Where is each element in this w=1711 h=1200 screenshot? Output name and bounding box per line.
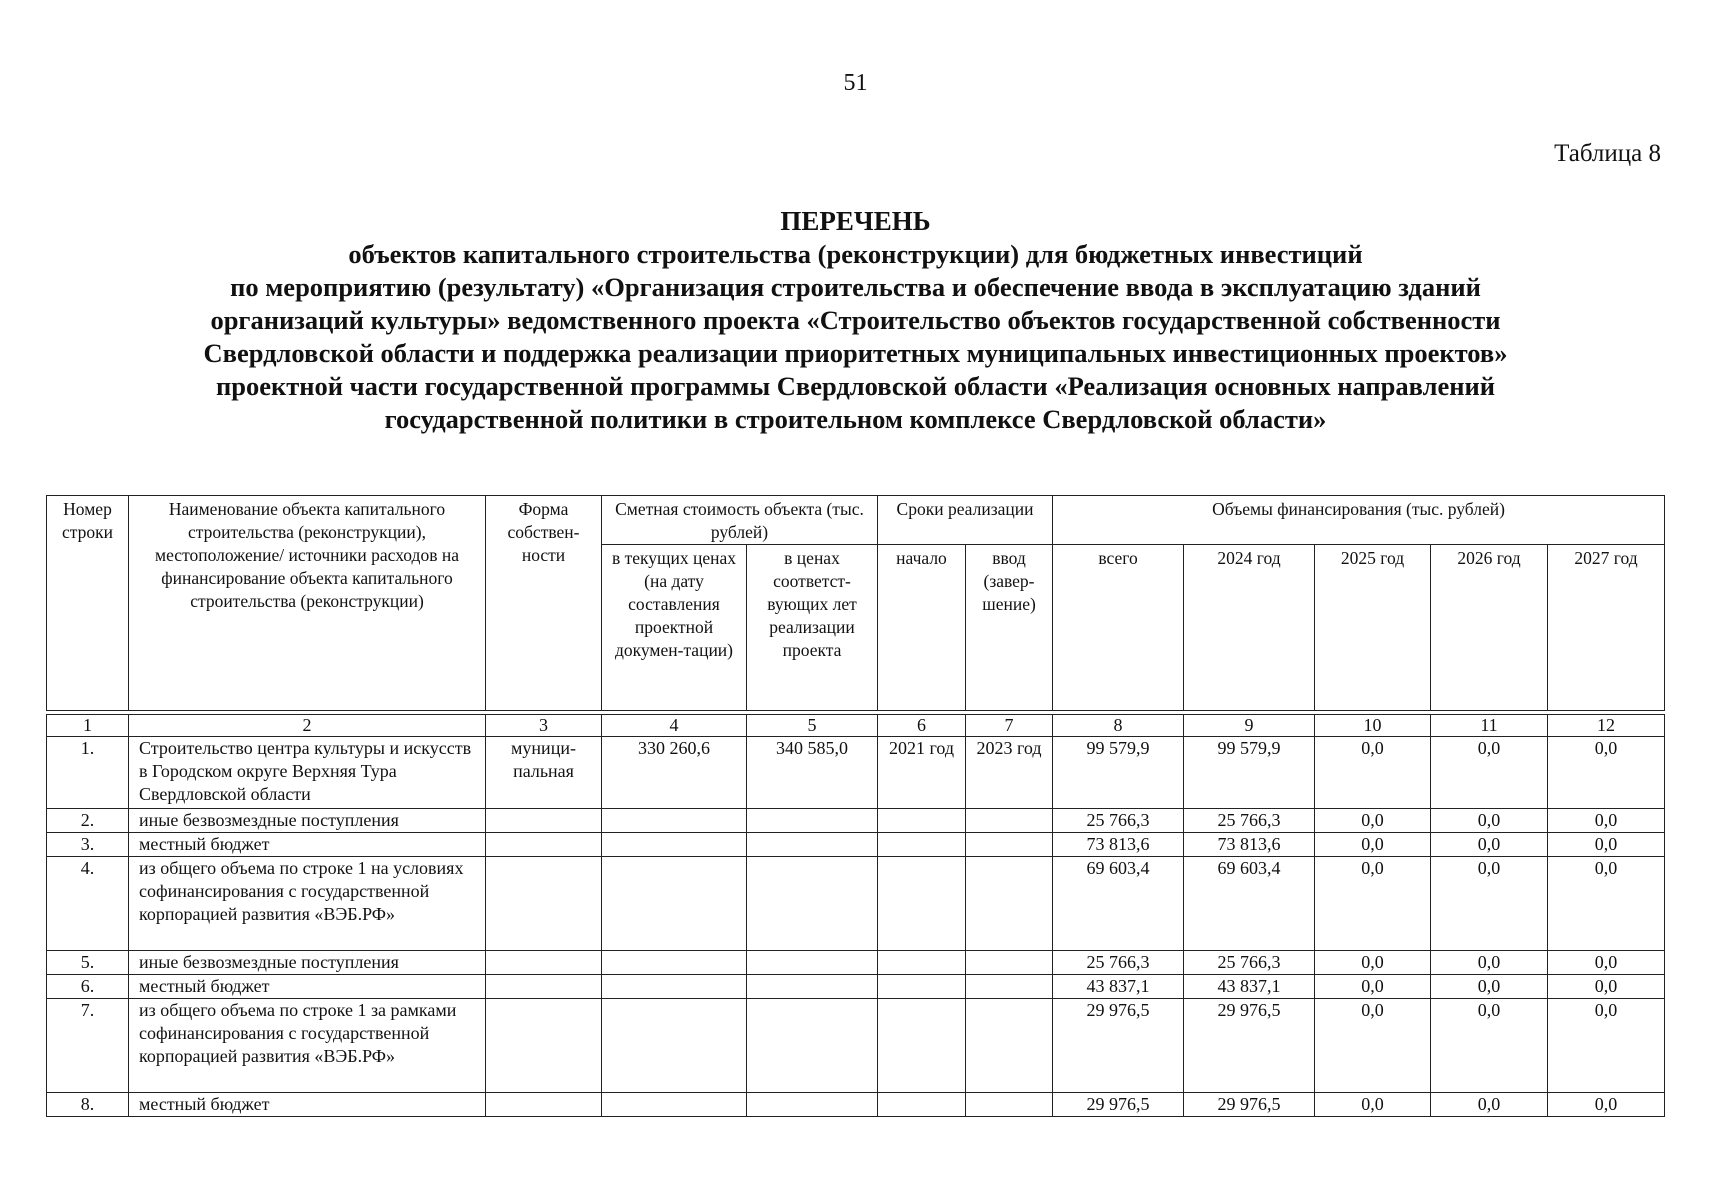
row-number: 7. (47, 999, 129, 1093)
header-row-number: Номер строки (47, 496, 129, 711)
table-row (47, 737, 1665, 809)
row-2026: 0,0 (1431, 1093, 1548, 1117)
row-name: иные безвозмездные поступления (129, 951, 486, 975)
row-ownership (486, 809, 602, 833)
column-number: 8 (1053, 715, 1184, 737)
column-number: 10 (1315, 715, 1431, 737)
column-number: 7 (966, 715, 1053, 737)
data-table (46, 714, 1665, 1117)
row-2027: 0,0 (1548, 809, 1665, 833)
table-row (47, 833, 1665, 857)
row-start (878, 975, 966, 999)
row-2027: 0,0 (1548, 737, 1665, 809)
row-end: 2023 год (966, 737, 1053, 809)
row-number: 6. (47, 975, 129, 999)
row-number: 5. (47, 951, 129, 975)
header-term-end: ввод (завер-шение) (966, 545, 1053, 711)
column-number: 5 (747, 715, 878, 737)
row-end (966, 809, 1053, 833)
row-cost-current (602, 999, 747, 1093)
title-line: по мероприятию (результату) «Организация строительства и обеспечение ввода в эксплуатацию зданий (230, 272, 1481, 302)
row-2027: 0,0 (1548, 833, 1665, 857)
header-ownership: Форма собствен-ности (486, 496, 602, 711)
row-2026: 0,0 (1431, 833, 1548, 857)
header-cost-current: в текущих ценах (на дату составления проектной докумен-тации) (602, 545, 747, 711)
title-line: государственной политики в строительном комплексе Свердловской области» (384, 404, 1327, 434)
column-number: 4 (602, 715, 747, 737)
row-end (966, 975, 1053, 999)
row-start (878, 809, 966, 833)
title-line: проектной части государственной программы Свердловской области «Реализация основных направлений (215, 371, 1496, 401)
row-2025: 0,0 (1315, 999, 1431, 1093)
column-number: 9 (1184, 715, 1315, 737)
row-ownership (486, 975, 602, 999)
header-cost-projected: в ценах соответст-вующих лет реализации проекта (747, 545, 878, 711)
row-2026: 0,0 (1431, 737, 1548, 809)
header-2025: 2025 год (1315, 545, 1431, 711)
row-end (966, 833, 1053, 857)
title-line: организаций культуры» ведомственного проекта «Строительство объектов государственной собственности (210, 305, 1501, 335)
row-2025: 0,0 (1315, 833, 1431, 857)
table-row (47, 809, 1665, 833)
column-number: 11 (1431, 715, 1548, 737)
row-number: 2. (47, 809, 129, 833)
row-cost-projected (747, 833, 878, 857)
title-line: объектов капитального строительства (реконструкции) для бюджетных инвестиций (348, 239, 1363, 269)
column-number: 2 (129, 715, 486, 737)
row-cost-current (602, 857, 747, 951)
row-2026: 0,0 (1431, 857, 1548, 951)
header-estimated-cost: Сметная стоимость объекта (тыс. рублей) (602, 496, 878, 545)
row-ownership (486, 999, 602, 1093)
row-total: 25 766,3 (1053, 809, 1184, 833)
row-2024: 29 976,5 (1184, 999, 1315, 1093)
header-2024: 2024 год (1184, 545, 1315, 711)
page-number: 51 (843, 70, 868, 96)
header-2027: 2027 год (1548, 545, 1665, 711)
row-end (966, 951, 1053, 975)
row-start (878, 1093, 966, 1117)
header-term-start: начало (878, 545, 966, 711)
row-cost-current (602, 951, 747, 975)
row-total: 69 603,4 (1053, 857, 1184, 951)
row-total: 29 976,5 (1053, 1093, 1184, 1117)
header-terms: Сроки реализации (878, 496, 1053, 545)
table-row (47, 857, 1665, 951)
row-start (878, 951, 966, 975)
row-2025: 0,0 (1315, 809, 1431, 833)
column-number: 1 (47, 715, 129, 737)
row-ownership (486, 1093, 602, 1117)
row-start (878, 999, 966, 1093)
table-row (47, 975, 1665, 999)
table-row (47, 999, 1665, 1093)
row-2026: 0,0 (1431, 809, 1548, 833)
row-2024: 25 766,3 (1184, 809, 1315, 833)
row-2025: 0,0 (1315, 737, 1431, 809)
row-2024: 69 603,4 (1184, 857, 1315, 951)
row-end (966, 857, 1053, 951)
row-cost-current (602, 833, 747, 857)
column-number: 3 (486, 715, 602, 737)
row-name: иные безвозмездные поступления (129, 809, 486, 833)
row-number: 3. (47, 833, 129, 857)
row-name: местный бюджет (129, 975, 486, 999)
row-name: местный бюджет (129, 833, 486, 857)
row-2024: 29 976,5 (1184, 1093, 1315, 1117)
row-2025: 0,0 (1315, 1093, 1431, 1117)
header-object-name: Наименование объекта капитального строительства (реконструкции), местоположение/ источники расходов на финансирование объекта капитального строительства (реконструкции) (129, 496, 486, 711)
row-2024: 99 579,9 (1184, 737, 1315, 809)
row-ownership: муници-пальная (486, 737, 602, 809)
table-row (47, 1093, 1665, 1117)
row-total: 73 813,6 (1053, 833, 1184, 857)
header-funding: Объемы финансирования (тыс. рублей) (1053, 496, 1665, 545)
row-cost-projected: 340 585,0 (747, 737, 878, 809)
row-cost-projected (747, 999, 878, 1093)
row-2027: 0,0 (1548, 999, 1665, 1093)
row-cost-projected (747, 975, 878, 999)
row-2027: 0,0 (1548, 951, 1665, 975)
row-cost-projected (747, 951, 878, 975)
row-cost-projected (747, 1093, 878, 1117)
row-2025: 0,0 (1315, 951, 1431, 975)
header-total: всего (1053, 545, 1184, 711)
row-total: 99 579,9 (1053, 737, 1184, 809)
row-number: 4. (47, 857, 129, 951)
row-number: 1. (47, 737, 129, 809)
table-header (46, 495, 1665, 711)
row-cost-projected (747, 809, 878, 833)
row-name: из общего объема по строке 1 на условиях софинансирования с государственной корпорацией развития «ВЭБ.РФ» (129, 857, 486, 951)
row-start: 2021 год (878, 737, 966, 809)
row-end (966, 1093, 1053, 1117)
row-total: 25 766,3 (1053, 951, 1184, 975)
row-name: Строительство центра культуры и искусств в Городском округе Верхняя Тура Свердловской области (129, 737, 486, 809)
header-2026: 2026 год (1431, 545, 1548, 711)
row-2027: 0,0 (1548, 1093, 1665, 1117)
row-2024: 25 766,3 (1184, 951, 1315, 975)
row-2026: 0,0 (1431, 999, 1548, 1093)
row-2024: 43 837,1 (1184, 975, 1315, 999)
row-cost-current (602, 975, 747, 999)
row-end (966, 999, 1053, 1093)
row-name: местный бюджет (129, 1093, 486, 1117)
row-start (878, 833, 966, 857)
row-2026: 0,0 (1431, 975, 1548, 999)
row-2025: 0,0 (1315, 975, 1431, 999)
row-total: 29 976,5 (1053, 999, 1184, 1093)
row-cost-projected (747, 857, 878, 951)
table-row (47, 951, 1665, 975)
title-line: Свердловской области и поддержка реализации приоритетных муниципальных инвестиционных проектов» (203, 338, 1508, 368)
table-label: Таблица 8 (1554, 140, 1661, 167)
document-title (60, 205, 1651, 436)
row-ownership (486, 857, 602, 951)
row-number: 8. (47, 1093, 129, 1117)
row-start (878, 857, 966, 951)
row-2024: 73 813,6 (1184, 833, 1315, 857)
row-2025: 0,0 (1315, 857, 1431, 951)
row-ownership (486, 833, 602, 857)
column-number: 6 (878, 715, 966, 737)
row-cost-current (602, 809, 747, 833)
column-number: 12 (1548, 715, 1665, 737)
title-heading: ПЕРЕЧЕНЬ (780, 206, 931, 236)
row-2026: 0,0 (1431, 951, 1548, 975)
row-total: 43 837,1 (1053, 975, 1184, 999)
column-numbers-row (47, 715, 1665, 737)
row-2027: 0,0 (1548, 857, 1665, 951)
row-name: из общего объема по строке 1 за рамками софинансирования с государственной корпорацией развития «ВЭБ.РФ» (129, 999, 486, 1093)
row-2027: 0,0 (1548, 975, 1665, 999)
row-cost-current (602, 1093, 747, 1117)
row-cost-current: 330 260,6 (602, 737, 747, 809)
row-ownership (486, 951, 602, 975)
